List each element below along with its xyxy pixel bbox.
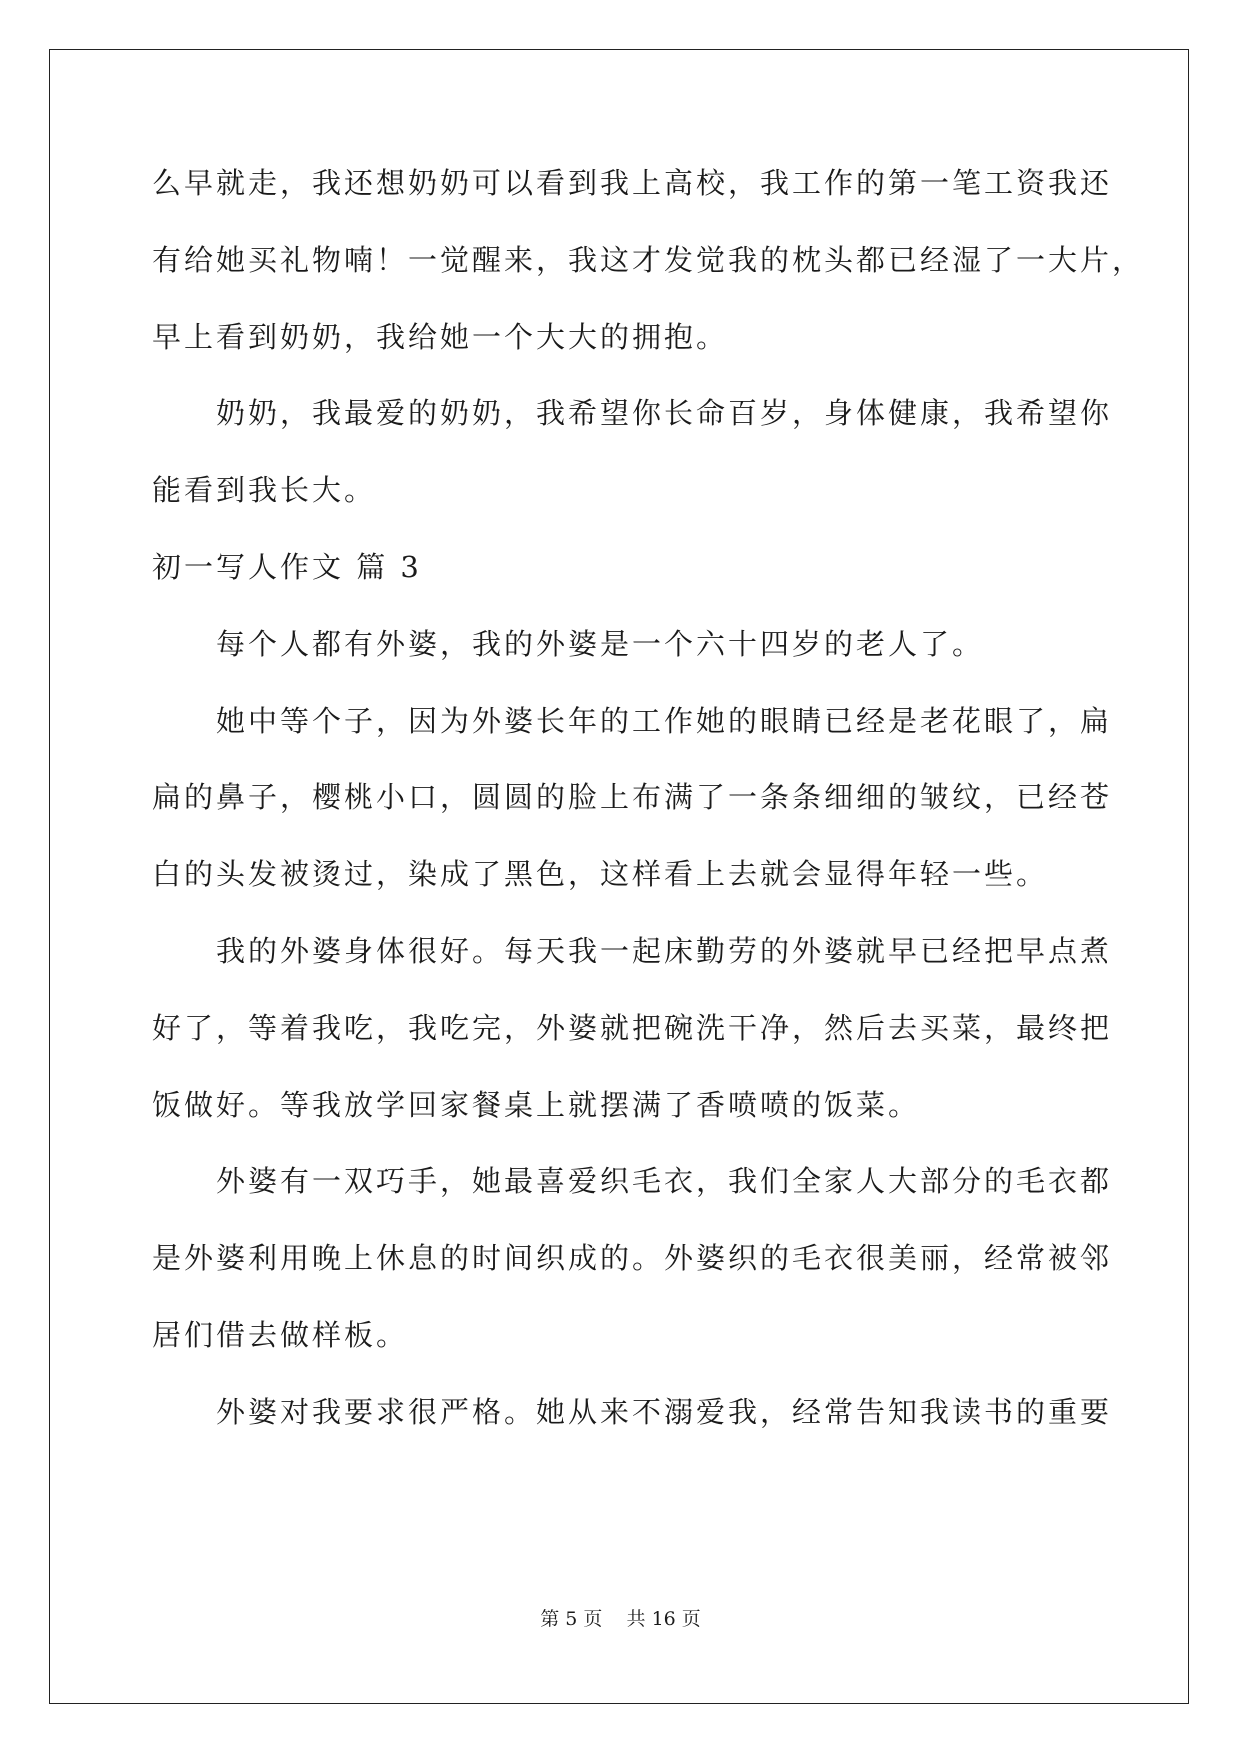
section-heading: 初一写人作文 篇 3 bbox=[152, 550, 422, 584]
text-line: 白的头发被烫过，染成了黑色，这样看上去就会显得年轻一些。 bbox=[152, 857, 1049, 891]
paragraph-start: 奶奶，我最爱的奶奶，我希望你长命百岁，身体健康，我希望你 bbox=[216, 396, 1113, 430]
paragraph-start: 外婆对我要求很严格。她从来不溺爱我，经常告知我读书的重要 bbox=[216, 1395, 1113, 1429]
text-line: 早上看到奶奶，我给她一个大大的拥抱。 bbox=[152, 320, 729, 354]
paragraph-start: 她中等个子，因为外婆长年的工作她的眼睛已经是老花眼了，扁 bbox=[216, 704, 1113, 738]
text-line: 好了，等着我吃，我吃完，外婆就把碗洗干净，然后去买菜，最终把 bbox=[152, 1011, 1113, 1045]
text-line: 能看到我长大。 bbox=[152, 473, 377, 507]
paragraph-start: 我的外婆身体很好。每天我一起床勤劳的外婆就早已经把早点煮 bbox=[216, 934, 1113, 968]
text-line: 居们借去做样板。 bbox=[152, 1318, 409, 1352]
text-line: 是外婆利用晚上休息的时间织成的。外婆织的毛衣很美丽，经常被邻 bbox=[152, 1241, 1113, 1275]
page-number: 第 5 页 共 16 页 bbox=[540, 1608, 701, 1630]
text-line: 饭做好。等我放学回家餐桌上就摆满了香喷喷的饭菜。 bbox=[152, 1088, 921, 1122]
paragraph-start: 外婆有一双巧手，她最喜爱织毛衣，我们全家人大部分的毛衣都 bbox=[216, 1164, 1113, 1198]
paragraph-start: 每个人都有外婆，我的外婆是一个六十四岁的老人了。 bbox=[216, 627, 985, 661]
text-line: 有给她买礼物喃！一觉醒来，我这才发觉我的枕头都已经湿了一大片， bbox=[152, 243, 1145, 277]
text-line: 么早就走，我还想奶奶可以看到我上高校，我工作的第一笔工资我还 bbox=[152, 166, 1113, 200]
text-line: 扁的鼻子，樱桃小口，圆圆的脸上布满了一条条细细的皱纹，已经苍 bbox=[152, 780, 1113, 814]
